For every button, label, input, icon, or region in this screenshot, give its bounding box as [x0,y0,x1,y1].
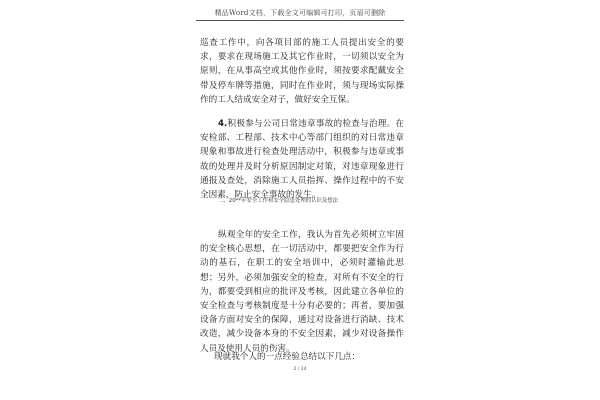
paragraph-violation-check [200,117,404,202]
header-divider [196,20,404,21]
paragraph-inspection: 巡查工作中，向各项目部的施工人员提出安全的要求，要求在现场施工及其它作业时，一切须以安全为原则，在从事高空或其他作业时，须按要求配戴安全带及停车牌等措施，同时在作业时，须与现场实际操作的工人结成安全对子，做好安全互保。 [200,38,404,105]
paragraph-summary-intro: 现就我个人的一点经验总结以下几点： [214,352,361,362]
section-heading: 二、20**年安全工作和安全隐患处理的认识及想法 [218,198,339,204]
paragraph-annual-review: 纵观全年的安全工作，我认为首先必须树立牢固的安全核心思想，在一切活动中，都要把安全作为行动的基石，在职工的安全培训中，必须时灌输此思想；另外，必须加强安全的检查，对所有不安全的行为，都要受到相应的批评及考核，因此建立各单位的安全检查与考核制度是十分有必要的；再者，要加强设备方面对安全的保障，通过对设备进行消缺、技术改造，减少设备本身的不安全因素，减少对设备操作人员及使用人员的伤害。 [200,230,404,354]
list-number: 4. [218,119,228,129]
paragraph-violation-text: 积极参与公司日常违章事故的检查与治理。在安检部、工程部、技术中心等部门组织的对日常违章现象和事故进行检查处理活动中，积极参与违章或事故的处理并及时分析原因制定对策，对违章现象进行通报及查处，消除施工人员指挥、操作过程中的不安全因素，防止安全事故的发生。 [200,119,404,201]
page-header: 精品Word文档，下载全文可编辑可打印，页眉可删除 [214,9,386,17]
page-number: 2 / 24 [293,367,307,372]
